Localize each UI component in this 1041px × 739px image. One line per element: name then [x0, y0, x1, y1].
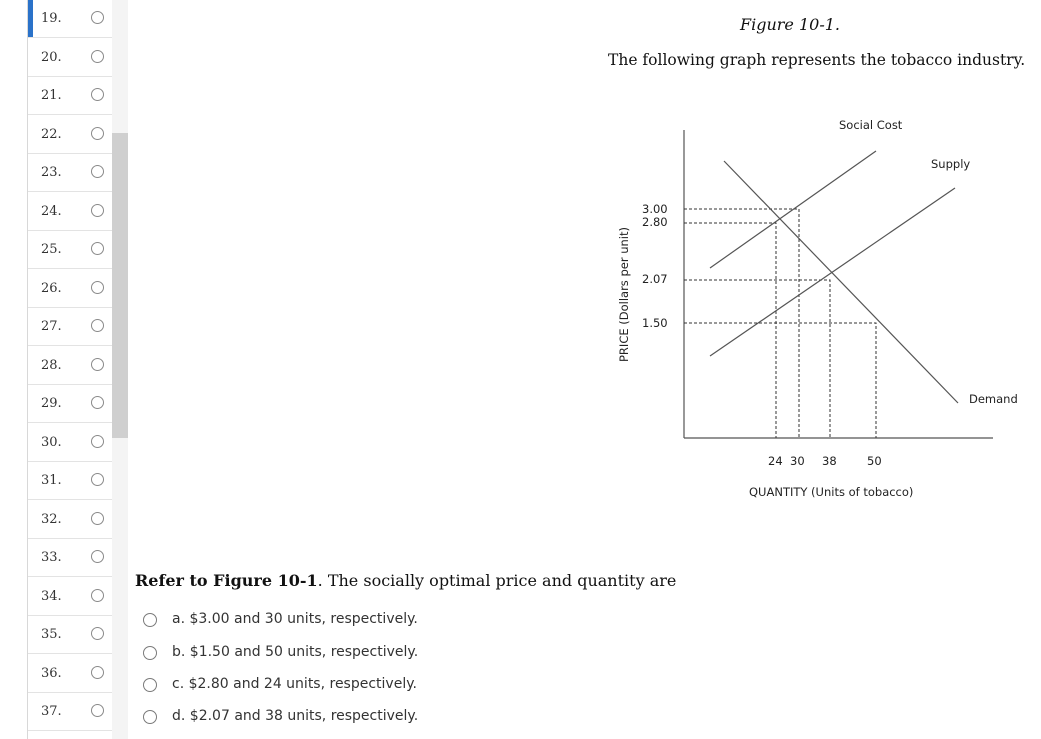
radio-button[interactable]	[143, 710, 157, 724]
question-nav-item[interactable]	[28, 578, 112, 616]
y-tick-label: 3.00	[642, 202, 668, 216]
question-number: 35.	[41, 627, 62, 642]
y-tick-label: 2.80	[642, 215, 668, 229]
y-tick-label: 1.50	[642, 316, 668, 330]
x-tick-label: 24	[768, 454, 783, 468]
question-body: . The socially optimal price and quantity are	[317, 571, 677, 590]
demand-curve	[724, 161, 958, 403]
question-number: 21.	[41, 88, 62, 103]
question-status-circle[interactable]	[91, 666, 104, 679]
question-number: 34.	[41, 588, 62, 604]
question-number: 28.	[41, 357, 62, 373]
answer-text: a. $3.00 and 30 units, respectively.	[172, 611, 418, 627]
y-axis-label: PRICE (Dollars per unit)	[617, 227, 631, 362]
supply-curve	[710, 188, 955, 356]
question-status-circle[interactable]	[91, 627, 104, 640]
question-number: 27.	[41, 319, 62, 334]
figure-caption: The following graph represents the tobacco industry.	[608, 51, 1026, 69]
social-cost-label: Social Cost	[839, 118, 903, 132]
answer-text: b. $1.50 and 50 units, respectively.	[172, 644, 419, 660]
question-status-circle[interactable]	[91, 589, 104, 602]
question-number: 25.	[41, 242, 62, 257]
demand-label: Demand	[969, 392, 1018, 406]
guide-lines	[684, 209, 876, 438]
radio-button[interactable]	[143, 613, 157, 627]
question-number: 29.	[41, 396, 62, 411]
x-axis-label: QUANTITY (Units of tobacco)	[749, 485, 914, 499]
question-number: 31.	[41, 473, 62, 488]
guide-line-2-80	[684, 223, 776, 438]
guide-line-1-50	[684, 323, 876, 438]
answer-text: d. $2.07 and 38 units, respectively.	[172, 708, 419, 724]
answer-text: c. $2.80 and 24 units, respectively.	[172, 676, 417, 692]
question-number: 33.	[41, 550, 62, 565]
y-tick-label: 2.07	[642, 272, 668, 286]
question-nav-item[interactable]	[28, 616, 112, 654]
question-number: 22.	[41, 126, 62, 142]
question-number: 32.	[41, 511, 62, 527]
figure-reference: Refer to Figure 10-1	[135, 571, 318, 590]
question-status-circle[interactable]	[91, 704, 104, 717]
guide-line-2-07	[684, 280, 830, 438]
question-text	[135, 571, 676, 590]
question-number: 30.	[41, 434, 62, 450]
question-number: 19.	[41, 11, 62, 26]
radio-button[interactable]	[143, 646, 157, 660]
radio-button[interactable]	[143, 678, 157, 692]
question-number: 37.	[41, 704, 62, 719]
figure-title: Figure 10-1.	[740, 15, 840, 34]
question-number: 26.	[41, 280, 62, 296]
question-number: 36.	[41, 665, 62, 681]
question-nav-item[interactable]	[28, 655, 112, 693]
supply-label: Supply	[931, 157, 971, 171]
question-number: 24.	[41, 203, 62, 219]
question-number: 20.	[41, 49, 62, 65]
x-tick-label: 30	[790, 454, 805, 468]
x-tick-label: 50	[867, 454, 882, 468]
question-number: 23.	[41, 165, 62, 180]
question-nav-item[interactable]	[28, 693, 112, 731]
x-tick-label: 38	[822, 454, 837, 468]
